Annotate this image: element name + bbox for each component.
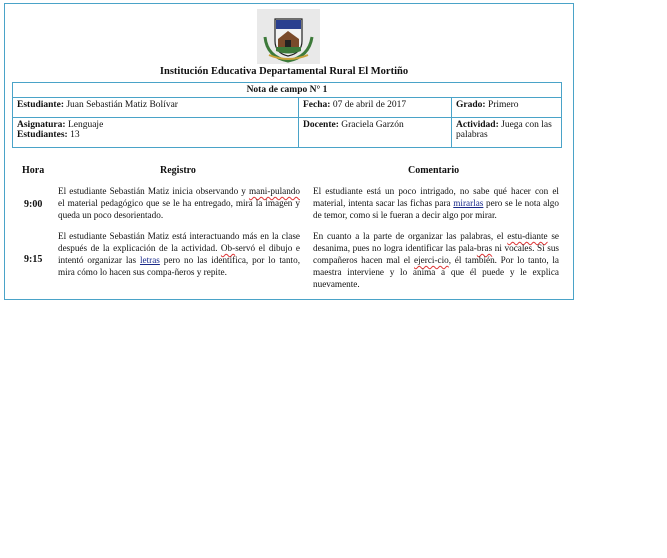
crest-icon: [257, 9, 320, 64]
school-crest-logo: [257, 9, 320, 64]
text-span: El estudiante Sebastián Matiz está interactuando más en la clase después de la explicación de la actividad.: [58, 231, 300, 253]
teacher-label: Docente:: [303, 120, 339, 130]
hora-header: Hora: [22, 165, 45, 176]
activity-label: Actividad:: [456, 120, 499, 130]
activity-value: Juega con las palabras: [456, 120, 552, 140]
text-span: , él también. Por lo tanto, la maestra interviene y lo anima a que él puede y le explica nuevamente.: [313, 255, 559, 289]
student-cell: [13, 98, 299, 118]
underlined-word: letras: [139, 255, 160, 265]
institution-name: Institución Educativa Departamental Rural El Mortiño: [159, 66, 409, 77]
registro-header: Registro: [160, 165, 196, 176]
misspelled-word: mani-pulando: [248, 186, 300, 196]
grade-cell: [452, 98, 562, 118]
misspelled-word: estu-diante: [507, 231, 548, 241]
text-span: servó el dibujo e intentó organizar las: [58, 243, 300, 265]
note-title: Nota de campo N° 1: [13, 83, 562, 98]
row-time: 9:00: [24, 199, 43, 210]
grade-value: Primero: [487, 100, 519, 110]
student-value: Juan Sebastián Matiz Bolívar: [66, 100, 178, 110]
student-label: Estudiante:: [17, 100, 64, 110]
misspelled-word: ejerci-cio: [414, 255, 449, 265]
comentario-header: Comentario: [408, 165, 460, 176]
text-span: El estudiante está un poco intrigado, no sabe qué hacer con el material, intenta sacar las fichas para: [313, 186, 559, 208]
activity-cell: [452, 118, 562, 148]
subject-label: Asignatura:: [17, 120, 66, 130]
teacher-value: Graciela Garzón: [341, 120, 404, 130]
students-count-label: Estudiantes:: [17, 130, 68, 140]
subject-value: Lenguaje: [67, 120, 104, 130]
text-span: ni vocales. Si sus compañeros hacen mal el: [313, 243, 559, 265]
comentario-text: [313, 185, 559, 221]
row-time: 9:15: [24, 254, 43, 265]
date-cell: [299, 98, 452, 118]
misspelled-word: bras: [476, 243, 493, 253]
header-table: [12, 82, 562, 148]
registro-text: [58, 230, 300, 278]
text-span: En cuanto a la parte de organizar las palabras, el: [313, 231, 508, 241]
text-span: se desanima, pues no logra identificar las pala-: [313, 231, 560, 253]
students-count-value: 13: [70, 130, 80, 140]
date-label: Fecha:: [303, 100, 331, 110]
misspelled-word: Ob-: [220, 243, 236, 253]
text-span: El estudiante Sebastián Matiz inicia observando y: [58, 186, 249, 196]
text-span: el material pedagógico que se le ha entregado, mira la imagen y queda un poco desorientado.: [58, 198, 300, 220]
text-span: pero no las identifica, por lo tanto, mira cómo lo hacen sus compa-ñeros y repite.: [58, 255, 300, 277]
grade-label: Grado:: [456, 100, 486, 110]
text-span: pero se le nota algo de temor, como si le fueran a decir algo por mirar.: [313, 198, 559, 220]
teacher-cell: [299, 118, 452, 148]
comentario-text: [313, 230, 559, 290]
registro-text: [58, 185, 300, 221]
subject-cell: [13, 118, 299, 148]
date-value: 07 de abril de 2017: [332, 100, 407, 110]
underlined-word: mirarlas: [453, 198, 484, 208]
